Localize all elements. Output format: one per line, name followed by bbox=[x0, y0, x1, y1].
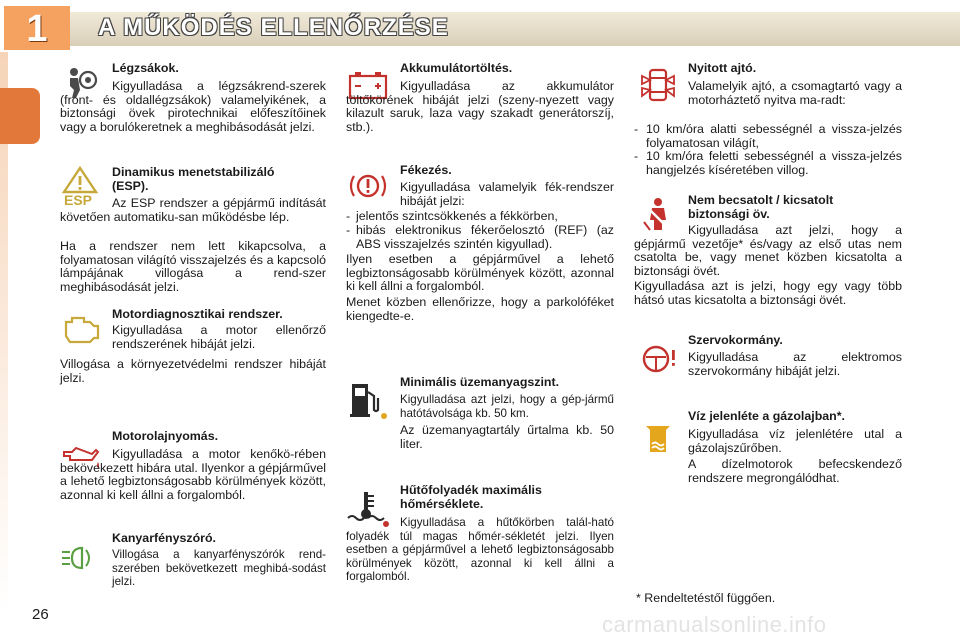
brake-text-2: Ilyen esetben a gépjárművel a lehető legbiztonságosabb körülmények között, azonnal ki kell állni a forgalomból. bbox=[346, 252, 614, 294]
esp-title-1: Dinamikus menetstabilizáló bbox=[112, 165, 275, 179]
fuel-text-2: Az üzemanyagtartály űrtalma kb. 50 liter. bbox=[400, 423, 614, 451]
door-item-1: 10 km/óra alatti sebességnél a vissza-jelzés folyamatosan világít, bbox=[646, 122, 902, 150]
airbag-text: Kigyulladása a légzsákrend-szerek (front- és oldallégzsákok) valamelyikének, a biztonsági övek pirotechnikai előfeszítőinek vagy a borulókeretnek a meghibásodását jelzi. bbox=[60, 79, 326, 134]
door-dash-1: - bbox=[634, 122, 639, 136]
oil-text: Kigyulladása a motor kenőkö-rében bekövekezett hibára utal. Ilyenkor a gépjárművel a lehető legbiztonságosabb körülmények között, azonnal ki kell állni a forgalomból. bbox=[60, 447, 326, 502]
coolant-title-2: hőmérséklete. bbox=[400, 497, 484, 511]
chapter-number: 1 bbox=[26, 8, 48, 50]
brake-text: Kigyulladása valamelyik fék-rendszer hibáját jelzi: bbox=[400, 180, 614, 208]
footnote: * Rendeltetéstől függően. bbox=[636, 591, 776, 605]
brake-dash-1: - bbox=[346, 209, 351, 223]
cornering-title: Kanyarfényszóró. bbox=[112, 531, 216, 545]
page-header bbox=[0, 0, 960, 52]
open-door-icon bbox=[636, 66, 680, 102]
brake-title: Fékezés. bbox=[400, 163, 452, 177]
coolant-text: Kigyulladása a hűtőkörben talál-ható folyadék túl magas hőmér-sékletét jelzi. Ilyen esetben a gépjárművel a lehető legbiztonságosabb körülmények között, azonnal ki kell állni a forgalomból. bbox=[346, 516, 614, 584]
power-steering-icon bbox=[636, 340, 680, 376]
esp-title-2: (ESP). bbox=[112, 179, 149, 193]
engine-text-1: Kigyulladása a motor ellenőrző rendszerének hibáját jelzi. bbox=[112, 323, 326, 351]
fuel-text-1: Kigyulladása azt jelzi, hogy a gép-jármű hatótávolsága kb. 50 km. bbox=[400, 393, 614, 420]
page-title: A MŰKÖDÉS ELLENŐRZÉSE bbox=[98, 14, 449, 41]
brake-text-3: Menet közben ellenőrizze, hogy a parkolóféket kiengedte-e. bbox=[346, 295, 614, 323]
oil-title: Motorolajnyomás. bbox=[112, 429, 219, 443]
engine-check-icon bbox=[58, 312, 102, 348]
battery-title: Akkumulátortöltés. bbox=[400, 61, 513, 75]
steering-title: Szervokormány. bbox=[688, 333, 783, 347]
water-title: Víz jelenléte a gázolajban*. bbox=[688, 409, 846, 423]
water-text-2: A dízelmotorok befecskendező rendszere megrongálódhat. bbox=[688, 457, 902, 485]
brake-item-2: hibás elektronikus fékerőelosztó (REF) (az ABS visszajelzés szintén kigyullad). bbox=[356, 223, 614, 251]
cornering-text: Villogása a kanyarfényszórók rend-szerében bekövetkezett meghibá-sodást jelzi. bbox=[112, 548, 326, 589]
chapter-tab bbox=[0, 88, 40, 144]
steering-text: Kigyulladása az elektromos szervokormány hibáját jelzi. bbox=[688, 350, 902, 378]
battery-text: Kigyulladása az akkumulátor töltőkörének hibáját jelzi (szeny-nyezett vagy kilazult saruk, laza vagy szakadt generátorszíj, stb.). bbox=[346, 79, 614, 134]
brake-item-1: jelentős szintcsökkenés a fékkörben, bbox=[356, 209, 558, 223]
page-number: 26 bbox=[32, 606, 49, 623]
chapter-badge bbox=[4, 6, 70, 50]
esp-icon-label: ESP bbox=[64, 192, 93, 208]
airbag-title: Légzsákok. bbox=[112, 61, 179, 75]
coolant-title-1: Hűtőfolyadék maximális bbox=[400, 483, 542, 497]
fuel-title: Minimális üzemanyagszint. bbox=[400, 375, 560, 389]
engine-title: Motordiagnosztikai rendszer. bbox=[112, 307, 283, 321]
watermark: carmanualsonline.info bbox=[602, 612, 827, 637]
door-title: Nyitott ajtó. bbox=[688, 61, 757, 75]
brake-dash-2: - bbox=[346, 223, 351, 237]
water-text-1: Kigyulladása víz jelenlétére utal a gázolajszűrőben. bbox=[688, 427, 902, 455]
door-dash-2: - bbox=[634, 149, 639, 163]
fuel-pump-icon bbox=[346, 378, 390, 422]
esp-text-1: Az ESP rendszer a gépjármű indítását követően automatiku-san működésbe lép. bbox=[60, 196, 326, 224]
seatbelt-title-1: Nem becsatolt / kicsatolt bbox=[688, 193, 834, 207]
cornering-light-icon bbox=[58, 540, 102, 576]
door-text: Valamelyik ajtó, a csomagtartó vagy a motorháztető nyitva ma-radt: bbox=[688, 79, 902, 107]
seatbelt-title-2: biztonsági öv. bbox=[688, 207, 770, 221]
seatbelt-text-1: Kigyulladása azt jelzi, hogy a gépjármű vezetője* és/vagy az első utas nem csatolta be, vagy menet közben kicsatolta a biztonsági övét. bbox=[634, 223, 902, 278]
door-item-2: 10 km/óra feletti sebességnél a vissza-jelzés hangjelzés kíséretében villog. bbox=[646, 149, 902, 177]
seatbelt-text-2: Kigyulladása azt is jelzi, hogy egy vagy több hátsó utas kicsatolta a biztonsági övét. bbox=[634, 279, 902, 307]
brake-warning-icon bbox=[346, 168, 390, 204]
esp-text-2: Ha a rendszer nem lett kikapcsolva, a folyamatosan világító visszajelzés és a kapcsoló lámpájának villogása a rend-szer meghibásodását jelzi. bbox=[60, 239, 326, 294]
water-in-diesel-icon bbox=[636, 420, 680, 456]
engine-text-2: Villogása a környezetvédelmi rendszer hibáját jelzi. bbox=[60, 357, 326, 385]
